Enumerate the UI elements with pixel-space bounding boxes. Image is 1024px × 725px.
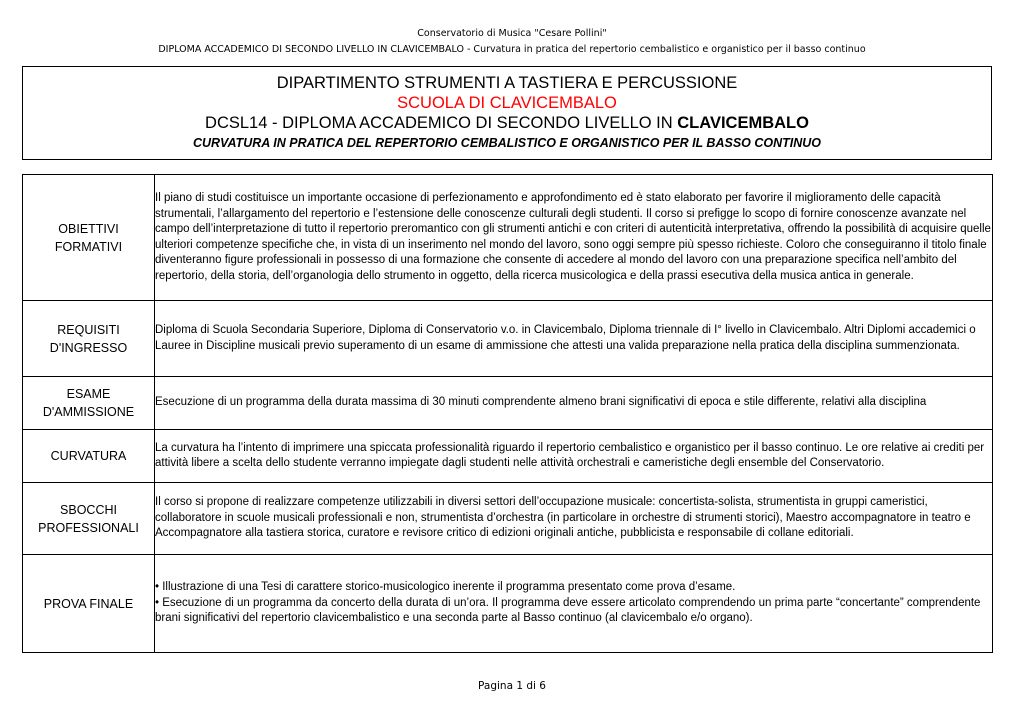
row-label xyxy=(23,430,155,483)
curvatura-title: CURVATURA IN PRATICA DEL REPERTORIO CEMBALISTICO E ORGANISTICO PER IL BASSO CONTINUO xyxy=(192,136,822,150)
course-title xyxy=(23,113,991,133)
row-label-line: D'AMMISSIONE xyxy=(42,405,135,419)
row-label-line: PROVA FINALE xyxy=(43,596,134,611)
row-label xyxy=(23,377,155,430)
page-header xyxy=(0,26,1024,58)
table-row-prova-finale xyxy=(23,555,993,653)
row-content: Il piano di studi costituisce un importante occasione di perfezionamento e approfondimento ed è stato elaborato per favorire il miglioramento delle capacità strumentali, l’allargamento del repertorio e l’estensione delle conoscenze culturali degli studenti. Il corso si prefigge lo scopo di fornire conoscenze avanzate nel campo dell’interpretazione di tutto il repertorio preromantico con gli strumenti antichi e con criteri di autenticità interpretativa, offrendo la possibilità di acquisire quelle ulteriori competenze specifiche che, in vista di un inserimento nel mondo del lavoro, sono oggi sempre più spesso richieste. Coloro che conseguiranno il titolo finale diventeranno figure professionali in possesso di una formazione che consente di accedere al mondo del lavoro con una preparazione specifica nell’ambito del repertorio, della storia, dell’organologia dello strumento in oggetto, della ricerca musicologica e della prassi esecutiva della musica antica in generale. xyxy=(155,175,993,301)
row-label-line: FORMATIVI xyxy=(54,239,123,254)
bullet-item: • Illustrazione di una Tesi di carattere storico-musicologico inerente il programma presentato come prova d’esame. xyxy=(155,581,736,594)
row-label xyxy=(23,483,155,555)
row-label-line: SBOCCHI xyxy=(60,502,117,517)
row-content: Diploma di Scuola Secondaria Superiore, Diploma di Conservatorio v.o. in Clavicembalo, Diploma triennale di I° livello in Clavicembalo. Altri Diplomi accademici o Lauree in Discipline musicali previo superamento di un esame di ammissione che attesti una valida preparazione nella pratica della disciplina summenzionata. xyxy=(155,301,993,377)
table-row-sbocchi xyxy=(23,483,993,555)
row-content: Esecuzione di un programma della durata massima di 30 minuti comprendente almeno brani significativi di epoca e stile differente, relativi alla disciplina xyxy=(155,377,993,430)
row-label-line: PROFESSIONALI xyxy=(38,520,139,535)
table-row-esame xyxy=(23,377,993,430)
table-row-curvatura xyxy=(23,430,993,483)
bullet-item: • Esecuzione di un programma da concerto della durata di un’ora. Il programma deve essere articolato comprendendo un prima parte “concertante” comprendente brani significativi del repertorio clavicembalistico e una seconda parte al Basso continuo (al clavicembalo e/o organo). xyxy=(155,596,981,625)
document-subtitle: DIPLOMA ACCADEMICO DI SECONDO LIVELLO IN CLAVICEMBALO - Curvatura in pratica del repertorio cembalistico e organistico per il basso continuo xyxy=(158,44,866,55)
row-label-line: REQUISITI xyxy=(57,322,120,337)
row-content: Il corso si propone di realizzare competenze utilizzabili in diversi settori dell’occupazione musicale: concertista-solista, strumentista in gruppi cameristici, collaboratore in scuole musicali professionali e non, strumentista d’orchestra (in particolare in orchestre di strumenti storici), Maestro accompagnatore in teatro e Accompagnatore alla tastiera storica, curatore e revisore critico di edizioni originali antiche, pubblicista e responsabile di collane editoriali. xyxy=(155,483,993,555)
school-title: SCUOLA DI CLAVICEMBALO xyxy=(397,94,617,112)
row-content: La curvatura ha l’intento di imprimere una spiccata professionalità riguardo il repertorio cembalistico e organistico per il basso continuo. Le ore relative ai crediti per attività libere a scelta dello studente verranno impiegate dagli studenti nelle attività orchestrali e cameristiche degli ensemble del Conservatorio. xyxy=(155,430,993,483)
institution-name: Conservatorio di Musica "Cesare Pollini" xyxy=(417,28,607,39)
row-label xyxy=(23,301,155,377)
row-label-line: ESAME xyxy=(66,387,111,401)
department-title: DIPARTIMENTO STRUMENTI A TASTIERA E PERCUSSIONE xyxy=(276,74,738,92)
course-title-instrument: CLAVICEMBALO xyxy=(677,114,809,132)
table-row-requisiti xyxy=(23,301,993,377)
course-info-table xyxy=(22,174,993,653)
row-label xyxy=(23,555,155,653)
title-box xyxy=(22,66,992,160)
row-content xyxy=(155,555,993,653)
row-label xyxy=(23,175,155,301)
row-label-line: OBIETTIVI xyxy=(58,221,119,236)
page-number: Pagina 1 di 6 xyxy=(478,680,546,692)
course-title-prefix: DCSL14 - DIPLOMA ACCADEMICO DI SECONDO LIVELLO IN xyxy=(205,114,678,132)
row-label-line: D'INGRESSO xyxy=(49,340,128,355)
row-label-line: CURVATURA xyxy=(50,449,127,463)
table-row-obiettivi xyxy=(23,175,993,301)
